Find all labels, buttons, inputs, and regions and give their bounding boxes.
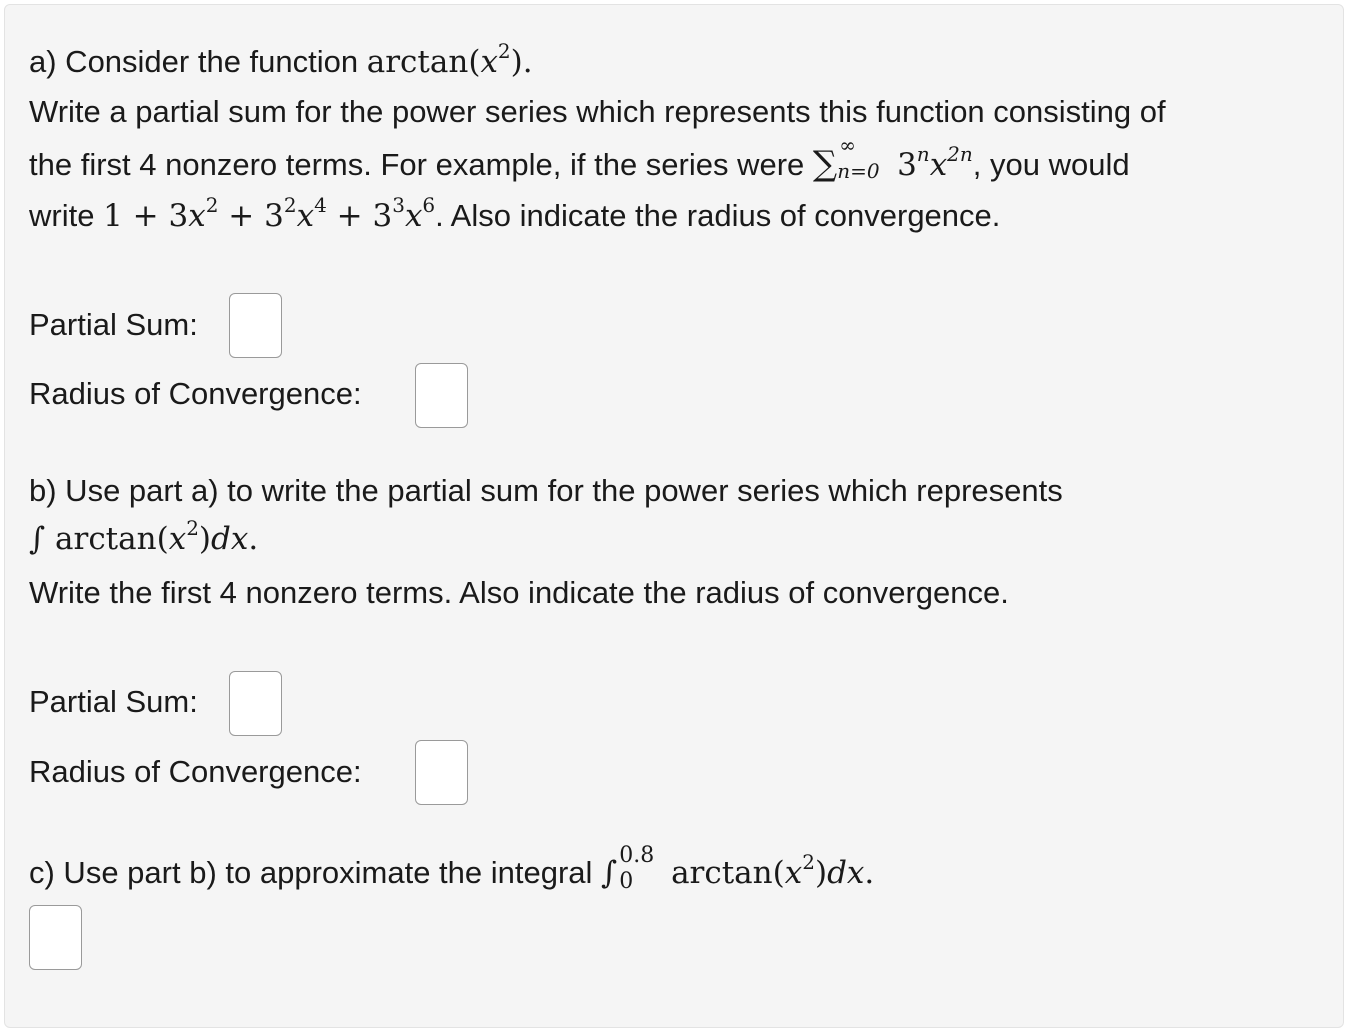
part-a-partial-sum-input[interactable]: [229, 293, 282, 358]
part-a-line-1: [29, 39, 533, 80]
part-b-radius-label: Radius of Convergence:: [29, 754, 362, 789]
part-a-line-2: Write a partial sum for the power series which represents this function consisting of: [29, 94, 1166, 129]
example-partial-sum: $1 + 3x^2 + 3^2x^4 + 3^3x^6$: [103, 193, 436, 234]
part-b-radius-input[interactable]: [415, 740, 468, 805]
part-a-radius-input[interactable]: [415, 363, 468, 428]
part-b-line-2: [29, 516, 259, 557]
part-a-radius-label: Radius of Convergence:: [29, 376, 362, 411]
part-c-integral: ∫ 0.8 0 $\arctan(x^2)dx$.: [601, 843, 875, 894]
part-a-line-3: the first 4 nonzero terms. For example, if the series were ∑ ∞ n=0 $3^nx^{2n}$, you would: [29, 133, 1130, 184]
part-a-function: $\arctan(x^2)$.: [366, 39, 533, 80]
part-b-partial-sum-input[interactable]: [229, 671, 282, 736]
part-c-answer-input[interactable]: [29, 905, 82, 970]
example-series: ∑ ∞ n=0 $3^nx^{2n}$: [812, 133, 973, 184]
part-a-partial-sum-label: Partial Sum:: [29, 307, 198, 342]
part-b-line-1: b) Use part a) to write the partial sum for the power series which represents: [29, 473, 1063, 508]
part-a-line-4: write $1 + 3x^2 + 3^2x^4 + 3^3x^6$. Also indicate the radius of convergence.: [29, 193, 1001, 234]
part-c-line: c) Use part b) to approximate the integral ∫ 0.8 0 $\arctan(x^2)dx$.: [29, 843, 875, 894]
part-a-intro: a) Consider the function: [29, 44, 367, 79]
part-b-integral: ∫ $\arctan(x^2)dx$.: [29, 516, 259, 557]
part-b-line-3: Write the first 4 nonzero terms. Also indicate the radius of convergence.: [29, 575, 1009, 610]
part-b-partial-sum-label: Partial Sum:: [29, 684, 198, 719]
